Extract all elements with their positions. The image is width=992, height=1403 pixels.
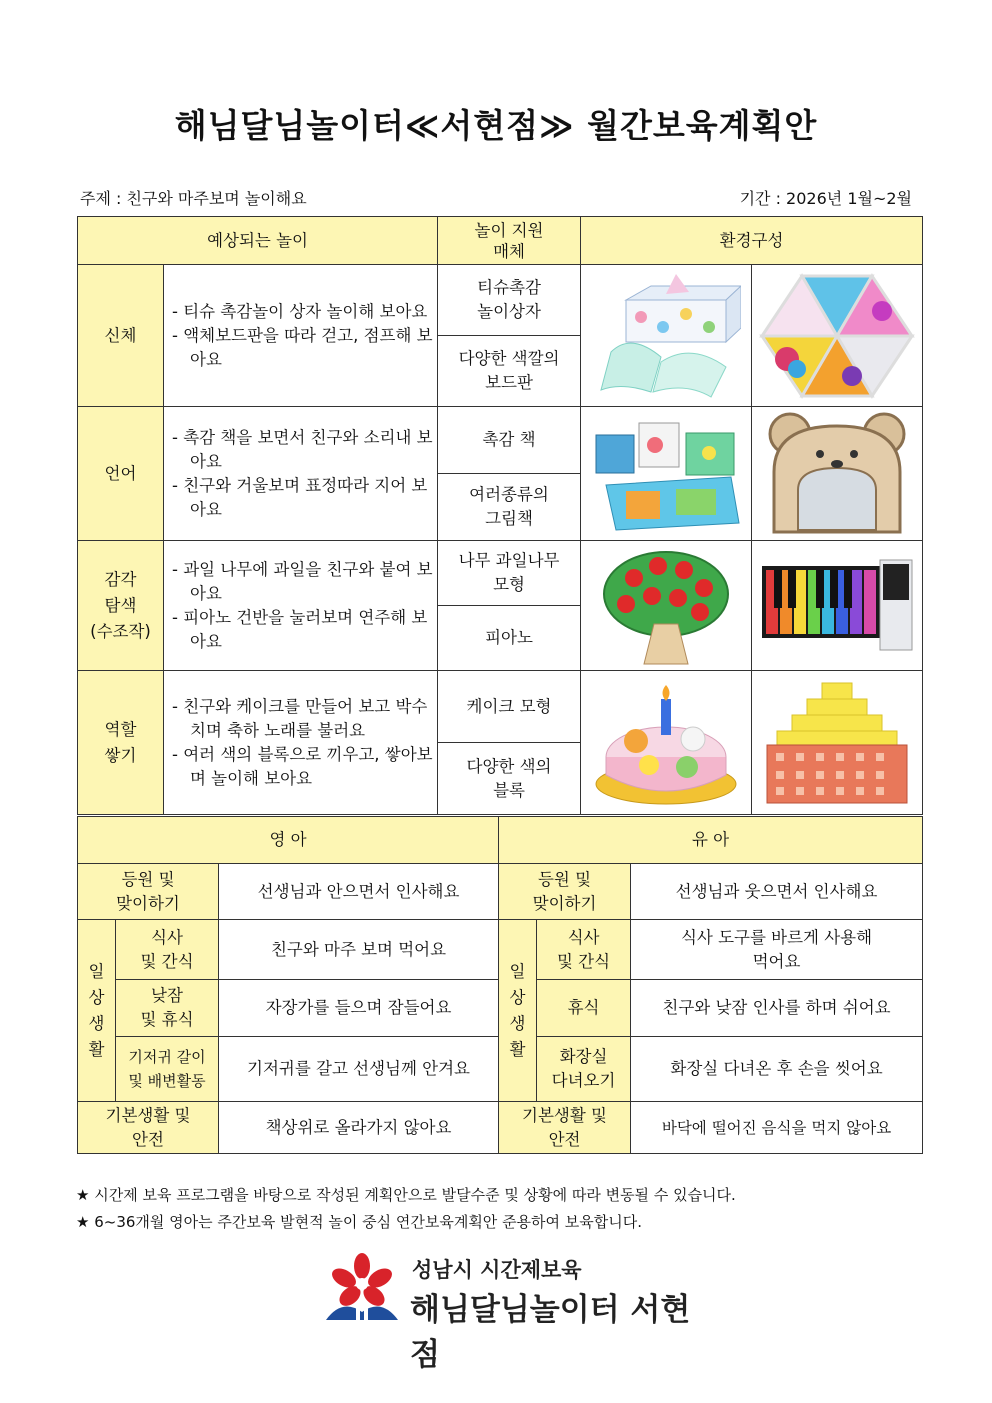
- plan-table: [77, 216, 923, 815]
- logo-subtitle: 성남시 시간제보육: [412, 1258, 582, 1282]
- toddler-toilet-label: 화장실 다녀오기: [537, 1037, 631, 1102]
- infant-safety-label: 기본생활 및 안전: [78, 1102, 219, 1154]
- logo: [322, 1250, 712, 1373]
- cloth-books-image: [581, 407, 752, 541]
- infant-diaper: 기저귀를 갈고 선생님께 안겨요: [219, 1037, 499, 1102]
- activity-item: - 액체보드판을 따라 걷고, 점프해 보아요: [172, 325, 433, 369]
- toddler-arrival: 선생님과 웃으면서 인사해요: [631, 864, 923, 920]
- activity-item: - 친구와 케이크를 만들어 보고 박수치며 축하 노래를 불러요: [172, 696, 428, 740]
- toddler-meal-label: 식사 및 간식: [537, 920, 631, 980]
- apple-tree-image: [581, 541, 752, 671]
- toddler-safety: 바닥에 떨어진 음식을 먹지 않아요: [631, 1102, 923, 1154]
- infant-arrival: 선생님과 안으면서 인사해요: [219, 864, 499, 920]
- toy-cake-image: [581, 671, 752, 815]
- liquid-floor-tiles-image: [752, 265, 923, 407]
- environment-header: 환경구성: [581, 217, 923, 265]
- activity-item: - 촉감 책을 보면서 친구와 소리내 보아요: [172, 427, 433, 471]
- activities-sensory: [164, 541, 438, 671]
- theme-text: 주제 : 친구와 마주보며 놀이해요: [80, 189, 307, 208]
- activities-physical: [164, 265, 438, 407]
- toddler-safety-label: 기본생활 및 안전: [499, 1102, 631, 1154]
- area-physical: 신체: [78, 265, 164, 407]
- activity-item: - 과일 나무에 과일을 친구와 붙여 보아요: [172, 559, 433, 603]
- daily-table: [77, 816, 923, 1154]
- infant-diaper-label: 기저귀 갈이 및 배변활동: [116, 1037, 219, 1102]
- media-color-board: 다양한 색깔의 보드판: [438, 336, 581, 407]
- activity-item: - 티슈 촉감놀이 상자 놀이해 보아요: [172, 301, 428, 321]
- area-role-building: 역할 쌓기: [78, 671, 164, 815]
- infant-nap: 자장가를 들으며 잠들어요: [219, 980, 499, 1037]
- note-item: ★ 시간제 보육 프로그램을 바탕으로 작성된 계획안으로 발달수준 및 상황에 따라 변동될 수 있습니다.: [76, 1186, 736, 1204]
- roll-piano-image: [752, 541, 923, 671]
- infant-meal: 친구와 마주 보며 먹어요: [219, 920, 499, 980]
- tissue-box-image: [581, 265, 752, 407]
- area-sensory: 감각 탐색 (수조작): [78, 541, 164, 671]
- media-header: [438, 217, 581, 265]
- activities-role-building: [164, 671, 438, 815]
- infant-header: 영 아: [78, 817, 499, 864]
- block-wall-image: [752, 671, 923, 815]
- toddler-toilet: 화장실 다녀온 후 손을 씻어요: [631, 1037, 923, 1102]
- toddler-meal: 식사 도구를 바르게 사용해 먹어요: [631, 920, 923, 980]
- activities-language: [164, 407, 438, 541]
- toddler-header: 유 아: [499, 817, 923, 864]
- note-item: ★ 6~36개월 영아는 주간보육 발현적 놀이 중심 연간보육계획안 준용하여 보육합니다.: [76, 1213, 643, 1231]
- toddler-daily-life-label: 일 상 생 활: [499, 920, 537, 1102]
- media-color-blocks: 다양한 색의 블록: [438, 743, 581, 815]
- infant-nap-label: 낮잠 및 휴식: [116, 980, 219, 1037]
- media-fruit-tree: 나무 과일나무 모형: [438, 541, 581, 606]
- logo-name: 해님달님놀이터 서현점: [410, 1292, 691, 1373]
- media-tissue-box: 티슈촉감 놀이상자: [438, 265, 581, 336]
- activity-item: - 여러 색의 블록으로 끼우고, 쌓아보며 놀이해 보아요: [172, 744, 433, 788]
- media-picture-books: 여러종류의 그림책: [438, 474, 581, 541]
- infant-daily-life-label: 일 상 생 활: [78, 920, 116, 1102]
- page-title: 해님달님놀이터≪서현점≫ 월간보육계획안: [174, 106, 818, 145]
- toddler-arrival-label: 등원 및 맞이하기: [499, 864, 631, 920]
- expected-play-header: 예상되는 놀이: [78, 217, 438, 265]
- toddler-rest: 친구와 낮잠 인사를 하며 쉬어요: [631, 980, 923, 1037]
- activity-item: - 친구와 거울보며 표정따라 지어 보아요: [172, 475, 428, 519]
- activity-item: - 피아노 건반을 눌러보며 연주해 보아요: [172, 607, 428, 651]
- bear-mirror-image: [752, 407, 923, 541]
- notes: [76, 1182, 736, 1236]
- period-text: 기간 : 2026년 1월~2월: [739, 189, 912, 208]
- toddler-rest-label: 휴식: [537, 980, 631, 1037]
- area-language: 언어: [78, 407, 164, 541]
- media-piano: 피아노: [438, 606, 581, 671]
- media-tactile-book: 촉감 책: [438, 407, 581, 474]
- media-header-line2: 매체: [493, 241, 525, 261]
- logo-emblem-icon: [322, 1250, 402, 1330]
- infant-meal-label: 식사 및 간식: [116, 920, 219, 980]
- infant-safety: 책상위로 올라가지 않아요: [219, 1102, 499, 1154]
- media-header-line1: 놀이 지원: [474, 220, 544, 240]
- media-cake-model: 케이크 모형: [438, 671, 581, 743]
- infant-arrival-label: 등원 및 맞이하기: [78, 864, 219, 920]
